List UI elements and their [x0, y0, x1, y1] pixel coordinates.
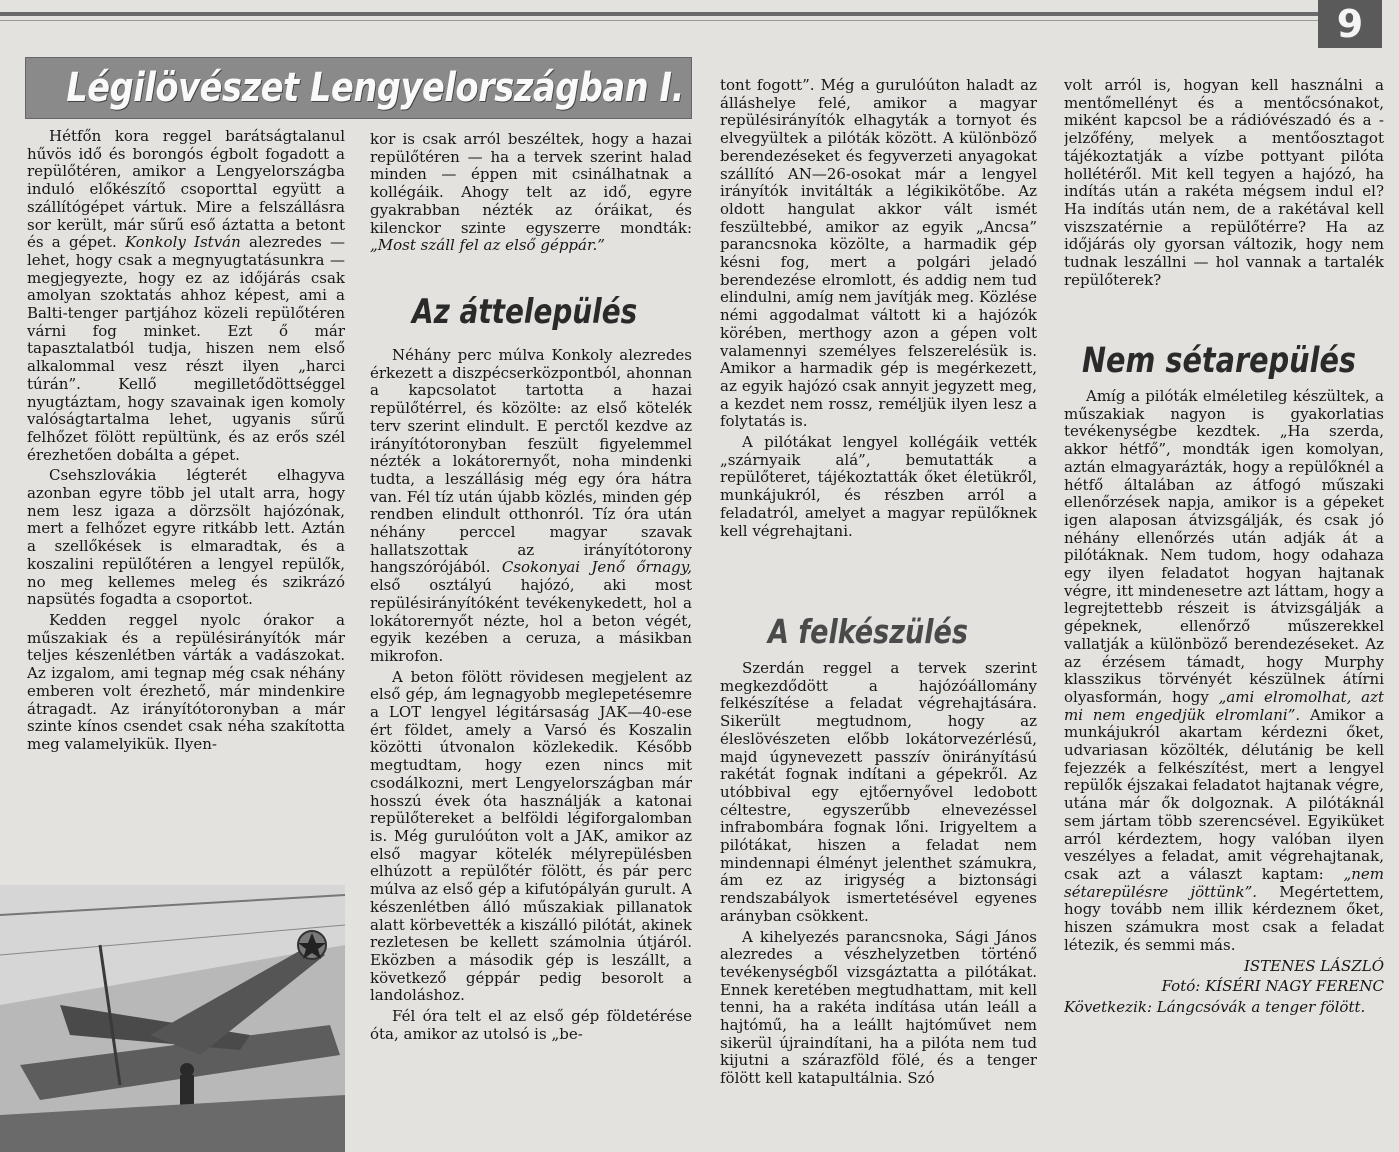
col4-paragraph-2: Amíg a pilóták elméletileg készültek, a műszakiak nagyon is gyakorlatias tevékenységbe kezdtek. „Ha szerda, akkor hétfő”, mondták igen komolyan, aztán elmagyarázták, hogy a repülőknél a hétfő általában az átfogó műszaki ellenőrzések napja, amikor is a gépeket igen alaposan átvizsgálják, és csak jó néhány ellenőrzés után adják át a pilótáknak. Nem tudom, hogy odahaza egy ilyen feladatot hogyan hajtanak végre, itt mindenesetre azt láttam, hogy a legrejtettebb részeit is átvizsgálják a gépeknek, ellenőrző műszerekkel vallatják a különböző berendezéseket. Az az érzésem támadt, hogy Murphy klasszikus törvényét készülnek átírni olyasformán, hogy „ami elromolhat, azt mi nem engedjük elromlani”. Amikor a munkájukról akartam kérdezni őket, udvariasan közölték, délutánig be kell fejezzék a felkészítést, mert a lengyel repülők éjszakai feladatot hajtanak végre, utána már ők dolgoznak. A pilótáknál sem jártam több szerencsével. Egyiküket arról kérdeztem, hogy valóban ilyen veszélyes a feladat, amit végrehajtanak, csak azt a választ kaptam: „nem sétarepülésre jöttünk”. Megértettem, hogy tovább nem illik kérdeznem őket, hiszen számukra most csak a feladat létezik, és semmi más.	[1064, 388, 1384, 954]
column-4	[1064, 77, 1384, 327]
column-3-continued	[720, 660, 1037, 1152]
page-number: 9	[1318, 0, 1382, 48]
col3-paragraph-3: Szerdán reggel a tervek szerint megkezdődött a hajózóállomány felkészítése a feladat végrehajtására. Sikerült megtudnom, hogy az éleslövészeten előbb lokátorvezérlésű, majd úgynevezett passzív önirányítású rakétát fognak indítani a gépekről. Az utóbbival egy ejtőernyővel ledobott céltestre, egyszerűbb elnevezéssel infrabombára fognak lőni. Irigyeltem a pilótákat, hiszen a feladat nem mindennapi élményt jelenthet számukra, ám ez az irigység a biztonsági rendszabályok ismertetésével egyenes arányban csökkent.	[720, 660, 1037, 925]
col1-paragraph-1: Hétfőn kora reggel barátságtalanul hűvös idő és borongós égbolt fogadott a repülőtéren, amikor a Lengyelországba induló előkészítő csoporttal együtt a szállítógépet vártuk. Mire a felszállásra sor került, már sűrű eső áztatta a betont és a gépet. Konkoly István alezredes — lehet, hogy csak a megnyugtatásunkra — megjegyezte, hogy ez az időjárás csak amolyan szoktatás ahhoz képest, ami a Balti-tenger partjához közeli repülőtéren várni fog minket. Ezt ő már tapasztalatból tudja, hiszen nem első alkalommal vesz részt ilyen „harci túrán”. Kellő megilletődöttséggel nyugtáztam, hogy szavainak igen komoly valóságtartalma lehet, ugyanis sűrű felhőzet fölött repültünk, és az erős szél érezhetően dobálta a gépet.	[27, 128, 345, 464]
column-4-continued	[1064, 388, 1384, 1152]
col4-paragraph-1: volt arról is, hogyan kell használni a mentőmellényt és a mentőcsónakot, miként kapcsol be a rádióvészadó és a -jelzőfény, melyek a mentőosztagot tájékoztatják a vízbe pottyant pilóta hollétéről. Mit kell tegyen a hajózó, ha indítás után a rakéta mégsem indul el? Ha indítás után nem, de a rakétával kell viszszatérnie a repülőtérre? Ha az időjárás oly gyorsan változik, hogy nem tudnak leszállni — hol vannak a tartalék repülőterek?	[1064, 77, 1384, 289]
photo-credit: Fotó: KÍSÉRI NAGY FERENC	[1161, 977, 1384, 996]
col3-paragraph-4: A kihelyezés parancsnoka, Sági János alezredes a vészhelyzetben történő tevékenységből vizsgáztatta a pilótákat. Ennek keretében megtudhattam, mit kell tenni, ha a rakéta indítása után leáll a hajtómű, ha a leállt hajtóművet nem sikerül újraindítani, ha a pilóta nem tud kijutni a szárazföld fölé, és a tenger fölött kell katapultálnia. Szó	[720, 927, 1037, 1088]
col2-paragraph-2: Néhány perc múlva Konkoly alezredes érkezett a diszpécserközpontból, ahonnan a kapcsolatot tartotta a hazai repülőtérrel, és közölte: az első kötelék terv szerint elindult. E perctől kezdve az irányítótoronyban feszült figyelemmel nézték a lokátorernyőt, noha mindenki tudta, a leszállásig még egy óra hátra van. Fél tíz után újabb közlés, minden gép rendben elindult otthonról. Tíz óra után néhány perccel magyar szavak hallatszottak az irányítótorony hangszórójából. Csokonyai Jenő őrnagy, első osztályú hajózó, aki most repülésirányítóként tevékenykedett, hol a lokátorernyőt nézte, hol a beton végét, egyik kezében a ceruza, a másikban mikrofon.	[370, 347, 692, 665]
jet-photo-illustration	[0, 885, 345, 1152]
col1-paragraph-3: Kedden reggel nyolc órakor a műszakiak és a repülésirányítók már teljes készenlétben várták a vadászokat. Az izgalom, ami tegnap még csak néhány emberen volt érezhető, már mindenkire átragadt. Az irányítótoronyban a már szinte kínos csendet csak néha szakította meg valamelyikük. Ilyen-	[27, 610, 345, 753]
column-2-continued	[370, 347, 692, 1152]
col3-paragraph-2: A pilótákat lengyel kollégáik vették „szárnyaik alá”, bemutatták a repülőteret, tájékoztatták őket életükről, munkájukról, és részben arról a feladatról, amelyet a magyar repülőknek kell végrehajtani.	[720, 433, 1037, 540]
column-2	[370, 131, 692, 306]
col3-paragraph-1: tont fogott”. Még a gurulóúton haladt az álláshelye felé, amikor a magyar repülésirányítók elhagyták a tornyot és elvegyültek a pilóták között. A különböző berendezéseket és fegyverzeti anyagokat szállító AN—26-osokat már a lengyel irányítók invitálták a légikikötőbe. Az oldott hangulat akkor vált ismét feszültebbé, amikor az egyik „Ancsa” parancsnoka közölte, a harmadik gép késni fog, mert a polgári jeladó berendezése elromlott, és addig nem tud elindulni, amíg nem javítják meg. Közlése némi aggodalmat váltott ki a hajózók körében, merthogy azon a gépen volt valamennyi személyes felszerelésük is. Amikor a harmadik gép is megérkezett, az egyik hajózó csak annyit jegyzett meg, a kezdet nem rossz, reméljük ilyen lesz a folytatás is.	[720, 77, 1037, 431]
column-1	[27, 128, 345, 878]
subheading-nem-setarepules: Nem sétarepülés	[1082, 341, 1356, 381]
subheading-attelepules: Az áttelepülés	[412, 292, 638, 332]
author-byline: ISTENES LÁSZLÓ	[1243, 956, 1384, 975]
article-title: Légilövészet Lengyelországban I.	[66, 65, 684, 111]
article-title-banner	[25, 57, 692, 119]
col2-paragraph-3: A beton fölött rövidesen megjelent az első gép, ám legnagyobb meglepetésemre a LOT lengyel légitársaság JAK—40-ese ért földet, amely a Varsó és Koszalin közötti útvonalon közlekedik. Később megtudtam, hogy ezen nincs mit csodálkozni, mert Lengyelországban már hosszú évek óta használják a katonai repülőtereket a belföldi légiforgalomban is. Még gurulóúton volt a JAK, amikor az első magyar kötelék mélyrepülésben elhúzott a repülőtér fölött, és pár perc múlva az első gép a kifutópályán gurult. A készenlétben álló műszakiak pillanatok alatt körbevették a kiszálló pilótát, akinek rezletesen be kellett számolnia útjáról. Eközben a második gép is leszállt, a következő géppár pedig besorolt a landoláshoz.	[370, 667, 692, 1005]
col2-paragraph-1: kor is csak arról beszéltek, hogy a hazai repülőtéren — ha a tervek szerint halad minden — éppen mit csinálhatnak a kollégáik. Ahogy telt az idő, egyre gyakrabban nézték az óráikat, és kilenckor szinte egyszerre mondták: „Most száll fel az első géppár.”	[370, 131, 692, 255]
subheading-felkeszules: A felkészülés	[768, 612, 969, 651]
col2-paragraph-4: Fél óra telt el az első gép földetérése óta, amikor az utolsó is „be-	[370, 1007, 692, 1043]
article-photo-jet	[0, 885, 345, 1152]
header-rule-thin	[0, 20, 1318, 21]
column-3	[720, 77, 1037, 607]
next-part-notice: Következik: Lángcsóvák a tenger fölött.	[1064, 997, 1366, 1016]
col1-paragraph-2: Csehszlovákia légterét elhagyva azonban egyre több jel utalt arra, hogy nem lesz igaza a dörzsölt hajózónak, mert a felhőzet egyre ritkább lett. Aztán a szellőkések is elmaradtak, és a koszalini repülőtéren a lengyel repülők, no meg kellemes meleg és szikrázó napsütés fogadta a csoportot.	[27, 466, 345, 609]
header-rule	[0, 12, 1318, 16]
